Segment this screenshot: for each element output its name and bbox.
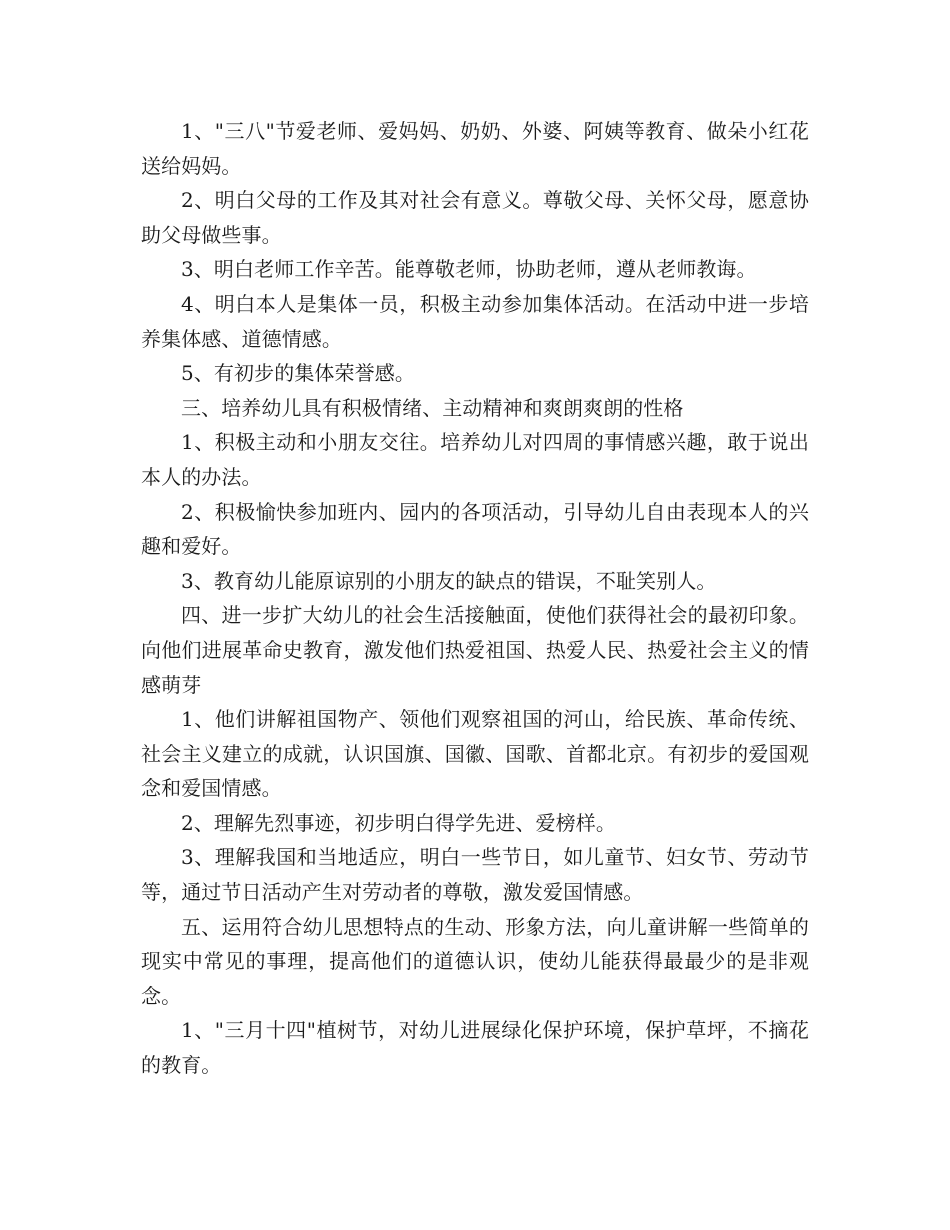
paragraph: 2、积极愉快参加班内、园内的各项活动，引导幼儿自由表现本人的兴趣和爱好。	[141, 499, 809, 559]
paragraph: 1、"三月十四"植树节，对幼儿进展绿化保护环境，保护草坪，不摘花的教育。	[141, 1018, 809, 1078]
section-heading: 五、运用符合幼儿思想特点的生动、形象方法，向儿童讲解一些简单的现实中常见的事理，提高他们的道德认识，使幼儿能获得最最少的是非观念。	[141, 914, 809, 1008]
paragraph: 1、"三八"节爱老师、爱妈妈、奶奶、外婆、阿姨等教育、做朵小红花送给妈妈。	[141, 119, 809, 178]
paragraph: 2、理解先烈事迹，初步明白得学先进、爱榜样。	[181, 810, 616, 835]
paragraph: 5、有初步的集体荣誉感。	[181, 361, 415, 386]
paragraph: 1、他们讲解祖国物产、领他们观察祖国的河山，给民族、革命传统、社会主义建立的成就，认识国旗、国徽、国歌、首都北京。有初步的爱国观念和爱国情感。	[141, 707, 809, 801]
paragraph: 1、积极主动和小朋友交往。培养幼儿对四周的事情感兴趣，敢于说出本人的办法。	[141, 430, 809, 489]
paragraph: 3、教育幼儿能原谅别的小朋友的缺点的错误，不耻笑别人。	[181, 568, 717, 593]
section-heading: 三、培养幼儿具有积极情绪、主动精神和爽朗爽朗的性格	[181, 395, 684, 420]
paragraph: 4、明白本人是集体一员，积极主动参加集体活动。在活动中进一步培养集体感、道德情感。	[141, 291, 809, 351]
paragraph: 3、明白老师工作辛苦。能尊敬老师，协助老师，遵从老师教诲。	[181, 257, 757, 282]
section-heading: 四、进一步扩大幼儿的社会生活接触面，使他们获得社会的最初印象。向他们进展革命史教育，激发他们热爱祖国、热爱人民、热爱社会主义的情感萌芽	[141, 603, 809, 697]
document-body	[141, 114, 809, 1083]
paragraph: 3、理解我国和当地适应，明白一些节日，如儿童节、妇女节、劳动节等，通过节日活动产生对劳动者的尊敬，激发爱国情感。	[141, 845, 809, 905]
paragraph: 2、明白父母的工作及其对社会有意义。尊敬父母、关怀父母，愿意协助父母做些事。	[141, 188, 809, 247]
